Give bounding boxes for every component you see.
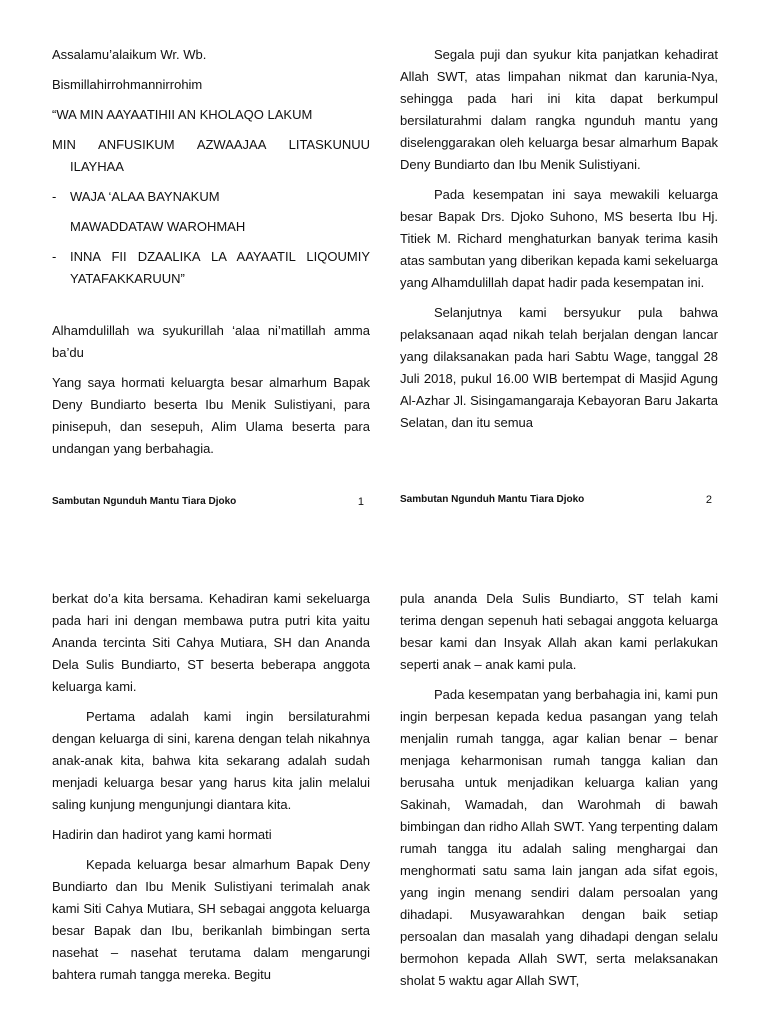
- address-paragraph: Yang saya hormati keluargta besar almarhum Bapak Deny Bundiarto beserta Ibu Menik Sulistiyani, para pinisepuh, dan sesepuh, Alim Ulama beserta para undangan yang berbahagia.: [52, 375, 370, 456]
- page-number: 2: [705, 494, 712, 506]
- verse-line-1-text: “WA MIN AAYAATIHII AN KHOLAQO LAKUM: [52, 107, 313, 122]
- verse-word: MIN: [52, 137, 76, 152]
- verse-line-2-cont: ILAYHAA: [70, 159, 124, 174]
- page-1: [52, 44, 370, 514]
- page-number: 1: [357, 496, 364, 508]
- list-dash: -: [52, 249, 57, 264]
- quran-verse: [52, 104, 370, 290]
- verse-line-4-text: MAWADDATAW WAROHMAH: [70, 219, 246, 234]
- footer-title: Sambutan Ngunduh Mantu Tiara Djoko: [52, 496, 237, 507]
- verse-line-2-words: [52, 134, 370, 156]
- alhamdulillah-paragraph: Alhamdulillah wa syukurillah ‘alaa ni’matillah amma ba’du: [52, 323, 370, 360]
- verse-line-5: [52, 246, 370, 290]
- verse-line-2: [52, 134, 370, 178]
- page-3: [52, 588, 370, 1018]
- paragraph: Pertama adalah kami ingin bersilaturahmi dengan keluarga di sini, karena dengan telah nikahnya anak-anak kita, bahwa kita sekarang adalah sudah menjadi keluarga besar yang harus kita jalin melalui saling kunjung mengunjungi diantara kita.: [52, 709, 370, 812]
- basmalah: Bismillahirrohmannirrohim: [52, 77, 203, 92]
- page-4: [400, 588, 718, 1018]
- page-2-footer: [400, 494, 718, 506]
- paragraph: Segala puji dan syukur kita panjatkan kehadirat Allah SWT, atas limpahan nikmat dan karunia-Nya, sehingga pada hari ini kita dapat berkumpul bersilaturahmi dalam rangka ngunduh mantu yang diselenggarakan oleh keluarga besar almarhum Bapak Deny Bundiarto dan Ibu Menik Sulistiyani.: [400, 47, 718, 172]
- paragraph: berkat do’a kita bersama. Kehadiran kami sekeluarga pada hari ini dengan membawa putra putri kita yaitu Ananda tercinta Siti Cahya Mutiara, SH dan Ananda Dela Sulis Bundiarto, ST beserta beberapa anggota keluarga kami.: [52, 591, 370, 694]
- page-1-footer: [52, 496, 370, 508]
- paragraph: Selanjutnya kami bersyukur pula bahwa pelaksanaan aqad nikah telah berjalan dengan lancar yang dilaksanakan pada hari Sabtu Wage, tanggal 28 Juli 2018, pukul 16.00 WIB bertempat di Masjid Agung Al-Azhar Jl. Sisingamangaraja Kebayoran Baru Jakarta Selatan, dan itu semua: [400, 305, 718, 430]
- verse-line-3: [52, 186, 370, 208]
- page-2: [400, 44, 718, 514]
- paragraph: Hadirin dan hadirot yang kami hormati: [52, 827, 272, 842]
- paragraph: Pada kesempatan yang berbahagia ini, kami pun ingin berpesan kepada kedua pasangan yang telah menjalin rumah tangga, agar kalian benar – benar menjaga keharmonisan rumah tangga kalian dan berusaha untuk menjadikan keluarga kalian yang Sakinah, Wamadah, dan Warohmah di bawah bimbingan dan ridho Allah SWT. Yang terpenting dalam rumah tangga itu adalah saling menghargai dan menghormati satu sama lain jangan ada sifat egois, yang ingin menang sendiri dalam persoalan yang dihadapi. Musyawarahkan dengan baik setiap persoalan dan masalah yang dihadapi dengan selalu bermohon kepada Allah SWT, serta melaksanakan sholat 5 waktu agar Allah SWT,: [400, 687, 718, 988]
- footer-title: Sambutan Ngunduh Mantu Tiara Djoko: [400, 494, 585, 505]
- greeting: Assalamu’alaikum Wr. Wb.: [52, 47, 207, 62]
- verse-line-1: [52, 104, 370, 126]
- paragraph: Kepada keluarga besar almarhum Bapak Deny Bundiarto dan Ibu Menik Sulistiyani terimalah anak kami Siti Cahya Mutiara, SH sebagai anggota keluarga besar Bapak dan Ibu, berikanlah bimbingan serta nasehat – nasehat terutama dalam mengarungi bahtera rumah tangga mereka. Begitu: [52, 857, 370, 982]
- verse-word: ANFUSIKUM: [98, 137, 175, 152]
- list-dash: -: [52, 189, 57, 204]
- verse-line-4: [52, 216, 370, 238]
- verse-line-3-text: WAJA ‘ALAA BAYNAKUM: [70, 189, 220, 204]
- verse-line-5-text: INNA FII DZAALIKA LA AAYAATIL LIQOUMIY YATAFAKKARUUN”: [70, 249, 370, 286]
- paragraph: pula ananda Dela Sulis Bundiarto, ST telah kami terima dengan sepenuh hati sebagai anggota keluarga besar kami dan Insyak Allah akan kami perlakukan seperti anak – anak kami pula.: [400, 591, 718, 672]
- verse-word: LITASKUNUU: [288, 137, 370, 152]
- paragraph: Pada kesempatan ini saya mewakili keluarga besar Bapak Drs. Djoko Suhono, MS beserta Ibu Hj. Titiek M. Richard menghaturkan banyak terima kasih atas sambutan yang diberikan kepada kami sekeluarga yang Alhamdulillah dapat hadir pada kesempatan ini.: [400, 187, 718, 290]
- verse-word: AZWAAJAA: [196, 137, 267, 152]
